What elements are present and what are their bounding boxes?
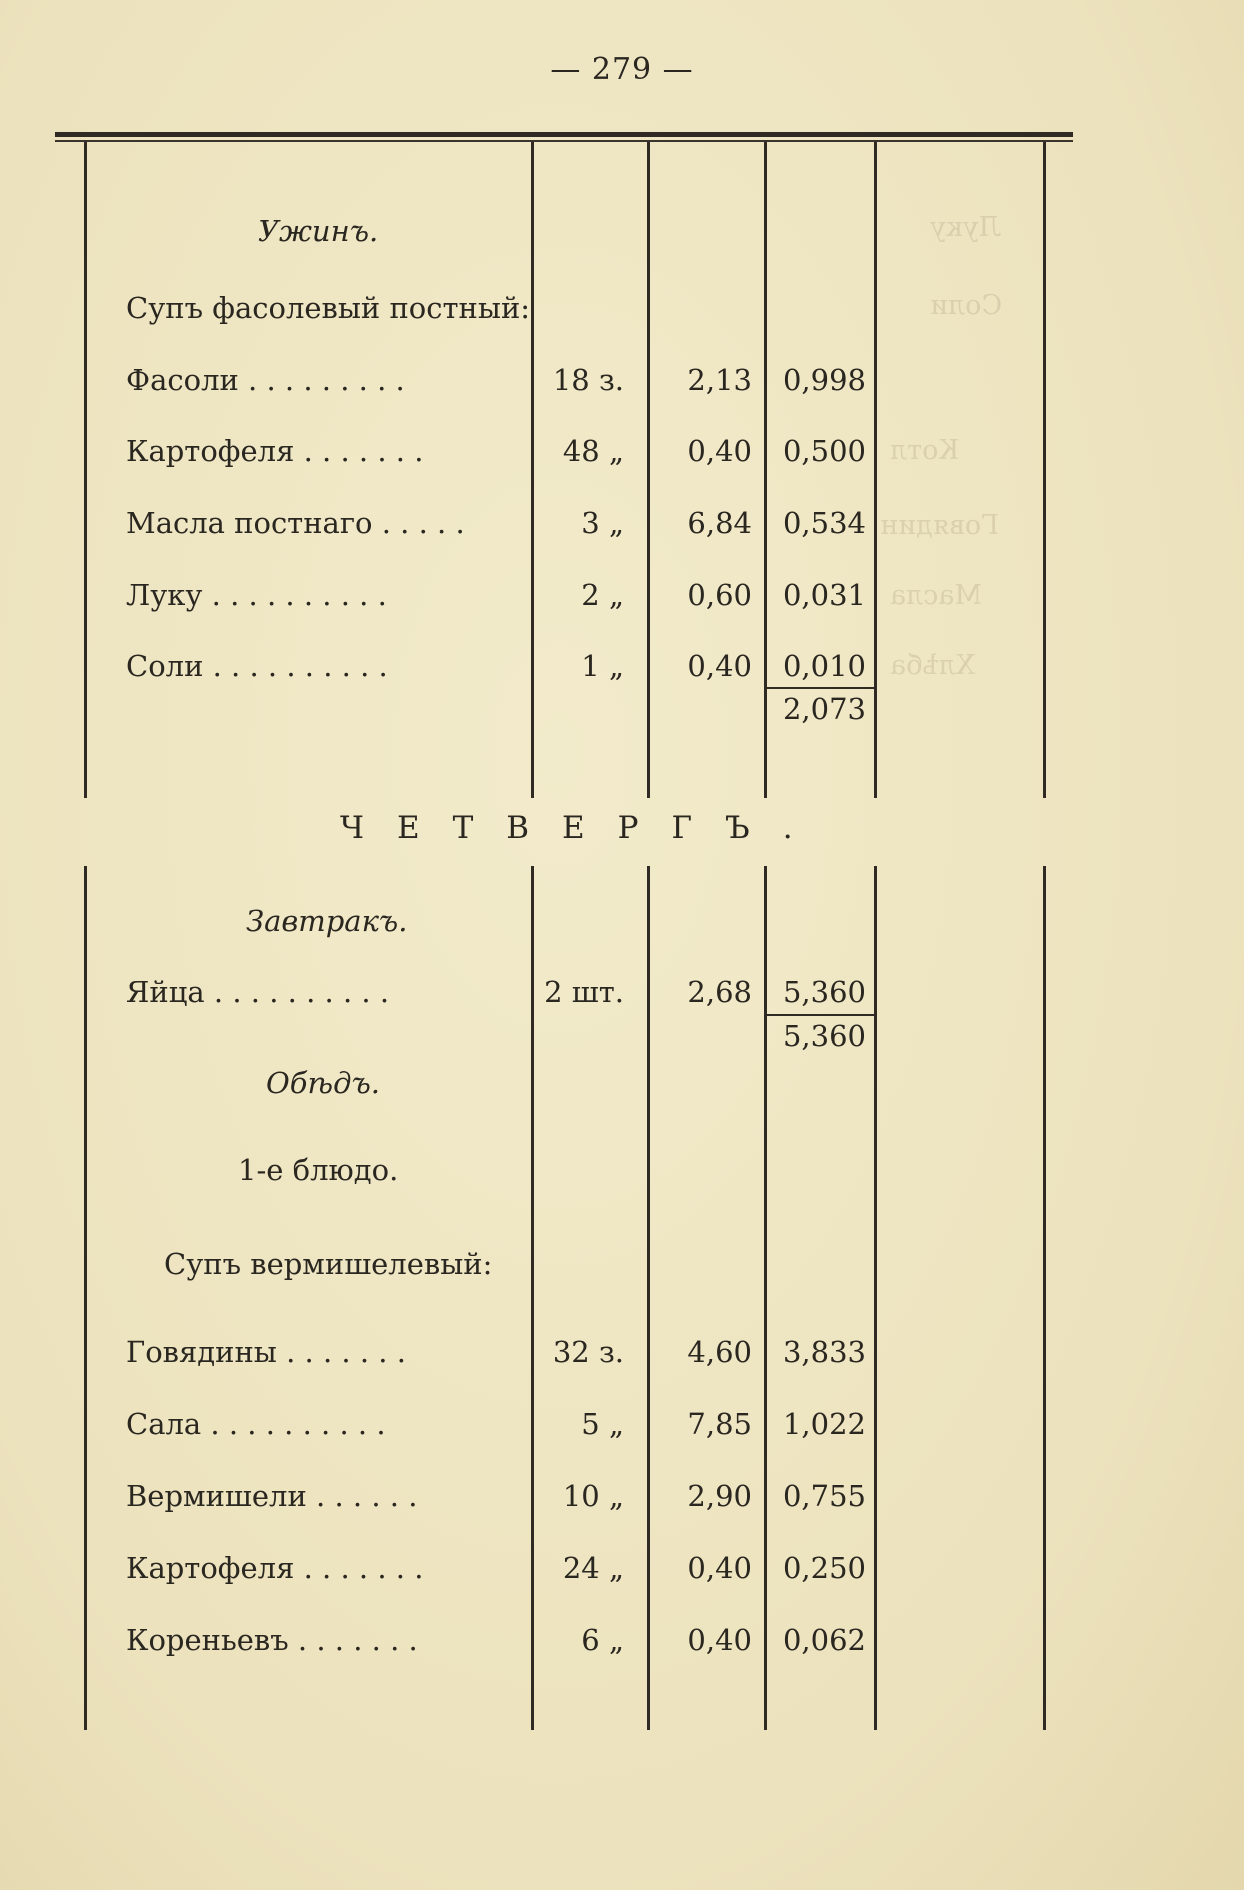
item-cost: 0,250	[782, 1551, 866, 1585]
column-line	[1043, 142, 1046, 798]
item-name: Кореньевъ . . . . . . .	[126, 1623, 418, 1657]
item-cost: 0,500	[782, 434, 866, 468]
subtotal-breakfast: 5,360	[782, 1019, 866, 1053]
section-title-supper: Ужинъ.	[258, 214, 379, 248]
day-heading: ЧЕТВЕРГЪ.	[340, 810, 826, 846]
column-line	[84, 866, 87, 1730]
column-line	[874, 866, 877, 1730]
table-top-rule	[55, 132, 1073, 137]
item-quantity: 3 „	[581, 506, 624, 540]
bleed-through: Соли	[930, 290, 1003, 321]
bleed-through: Луку	[930, 212, 1002, 243]
item-name: Фасоли . . . . . . . . .	[126, 363, 405, 397]
bleed-through: Котл	[890, 435, 960, 466]
course-title: 1-е блюдо.	[238, 1153, 399, 1187]
item-price: 0,40	[687, 649, 752, 683]
bleed-through: Хлѣба	[890, 650, 976, 681]
item-name: Вермишели . . . . . .	[126, 1479, 418, 1513]
item-name: Яйца . . . . . . . . . .	[126, 975, 390, 1009]
item-cost: 0,998	[782, 363, 866, 397]
item-cost: 1,022	[782, 1407, 866, 1441]
dish-title: Супъ фасолевый постный:	[126, 291, 531, 325]
subtotal-supper: 2,073	[782, 692, 866, 726]
item-quantity: 18 з.	[552, 363, 624, 397]
column-line	[764, 142, 767, 798]
item-cost: 0,755	[782, 1479, 866, 1513]
bleed-through: Говядин	[880, 510, 999, 541]
column-line	[647, 142, 650, 798]
item-quantity: 1 „	[581, 649, 624, 683]
sum-rule	[764, 687, 874, 689]
item-price: 2,13	[687, 363, 752, 397]
item-name: Сала . . . . . . . . . .	[126, 1407, 386, 1441]
item-quantity: 24 „	[562, 1551, 624, 1585]
item-price: 0,40	[687, 1551, 752, 1585]
item-price: 6,84	[687, 506, 752, 540]
sum-rule	[764, 1014, 874, 1016]
item-name: Луку . . . . . . . . . .	[126, 578, 387, 612]
item-price: 4,60	[687, 1335, 752, 1369]
dish-title: Супъ вермишелевый:	[164, 1247, 493, 1281]
item-name: Говядины . . . . . . .	[126, 1335, 406, 1369]
item-price: 0,40	[687, 1623, 752, 1657]
column-line	[531, 142, 534, 798]
item-price: 2,90	[687, 1479, 752, 1513]
item-cost: 5,360	[782, 975, 866, 1009]
column-line	[1043, 866, 1046, 1730]
column-line	[531, 866, 534, 1730]
item-cost: 0,062	[782, 1623, 866, 1657]
item-name: Картофеля . . . . . . .	[126, 434, 424, 468]
item-cost: 3,833	[782, 1335, 866, 1369]
item-quantity: 2 шт.	[544, 975, 624, 1009]
item-price: 0,60	[687, 578, 752, 612]
item-cost: 0,031	[782, 578, 866, 612]
item-quantity: 6 „	[581, 1623, 624, 1657]
item-quantity: 48 „	[562, 434, 624, 468]
column-line	[764, 866, 767, 1730]
item-quantity: 2 „	[581, 578, 624, 612]
bleed-through: Масла	[890, 580, 983, 611]
item-price: 0,40	[687, 434, 752, 468]
item-cost: 0,010	[782, 649, 866, 683]
column-line	[84, 142, 87, 798]
item-price: 7,85	[687, 1407, 752, 1441]
section-title-breakfast: Завтракъ.	[246, 904, 408, 938]
section-title-dinner: Обѣдъ.	[266, 1066, 380, 1100]
item-cost: 0,534	[782, 506, 866, 540]
table-top-rule	[55, 140, 1073, 142]
item-quantity: 32 з.	[552, 1335, 624, 1369]
item-name: Соли . . . . . . . . . .	[126, 649, 388, 683]
item-quantity: 10 „	[562, 1479, 624, 1513]
column-line	[874, 142, 877, 798]
item-quantity: 5 „	[581, 1407, 624, 1441]
item-name: Картофеля . . . . . . .	[126, 1551, 424, 1585]
item-price: 2,68	[687, 975, 752, 1009]
item-name: Масла постнаго . . . . .	[126, 506, 465, 540]
page-number: — 279 —	[550, 52, 694, 87]
